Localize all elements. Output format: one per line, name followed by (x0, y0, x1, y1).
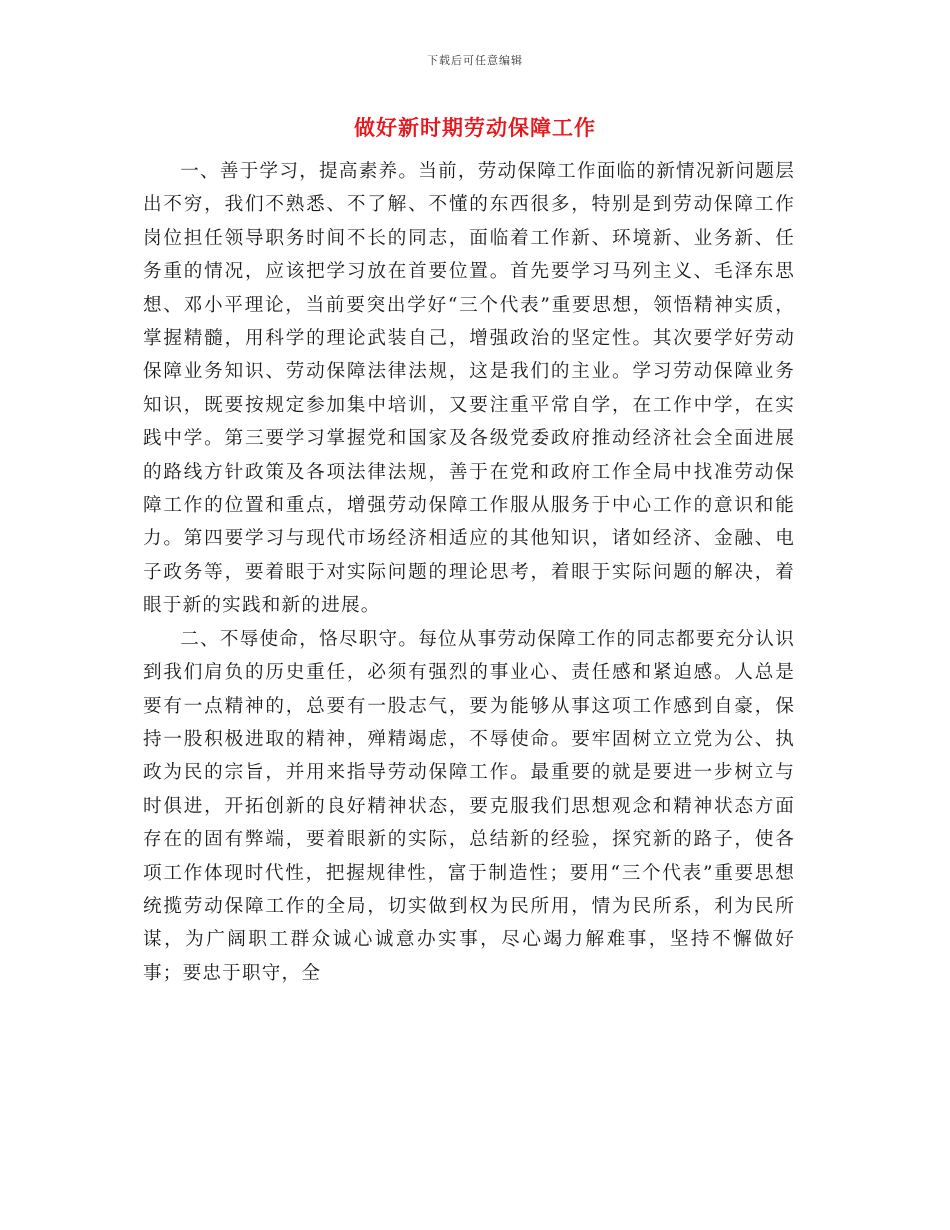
paragraph-2: 二、不辱使命，恪尽职守。每位从事劳动保障工作的同志都要充分认识到我们肩负的历史重任，必须有强烈的事业心、责任感和紧迫感。人总是要有一点精神的，总要有一股志气，要为能够从事这项工作感到自豪，保持一股积极进取的精神，殚精竭虑，不辱使命。要牢固树立立党为公、执政为民的宗旨，并用来指导劳动保障工作。最重要的就是要进一步树立与时俱进，开拓创新的良好精神状态，要克服我们思想观念和精神状态方面存在的固有弊端，要着眼新的实际，总结新的经验，探究新的路子，使各项工作体现时代性，把握规律性，富于制造性；要用“三个代表”重要思想统揽劳动保障工作的全局，切实做到权为民所用，情为民所系，利为民所谋，为广阔职工群众诚心诚意办实事，尽心竭力解难事，坚持不懈做好事；要忠于职守，全 (143, 628, 795, 984)
paragraph-1: 一、善于学习，提高素养。当前，劳动保障工作面临的新情况新问题层出不穷，我们不熟悉、不了解、不懂的东西很多，特别是到劳动保障工作岗位担任领导职务时间不长的同志，面临着工作新、环境新、业务新、任务重的情况，应该把学习放在首要位置。首先要学习马列主义、毛泽东思想、邓小平理论，当前要突出学好“三个代表”重要思想，领悟精神实质，掌握精髓，用科学的理论武装自己，增强政治的坚定性。其次要学好劳动保障业务知识、劳动保障法律法规，这是我们的主业。学习劳动保障业务知识，既要按规定参加集中培训，又要注重平常自学，在工作中学，在实践中学。第三要学习掌握党和国家及各级党委政府推动经济社会全面进展的路线方针政策及各项法律法规，善于在党和政府工作全局中找准劳动保障工作的位置和重点，增强劳动保障工作服从服务于中心工作的意识和能力。第四要学习与现代市场经济相适应的其他知识，诸如经济、金融、电子政务等，要着眼于对实际问题的理论思考，着眼于实际问题的解决，着眼于新的实践和新的进展。 (143, 161, 795, 617)
header-note: 下载后可任意编辑 (427, 54, 523, 67)
document-body (143, 155, 795, 990)
document-title: 做好新时期劳动保障工作 (354, 116, 596, 140)
